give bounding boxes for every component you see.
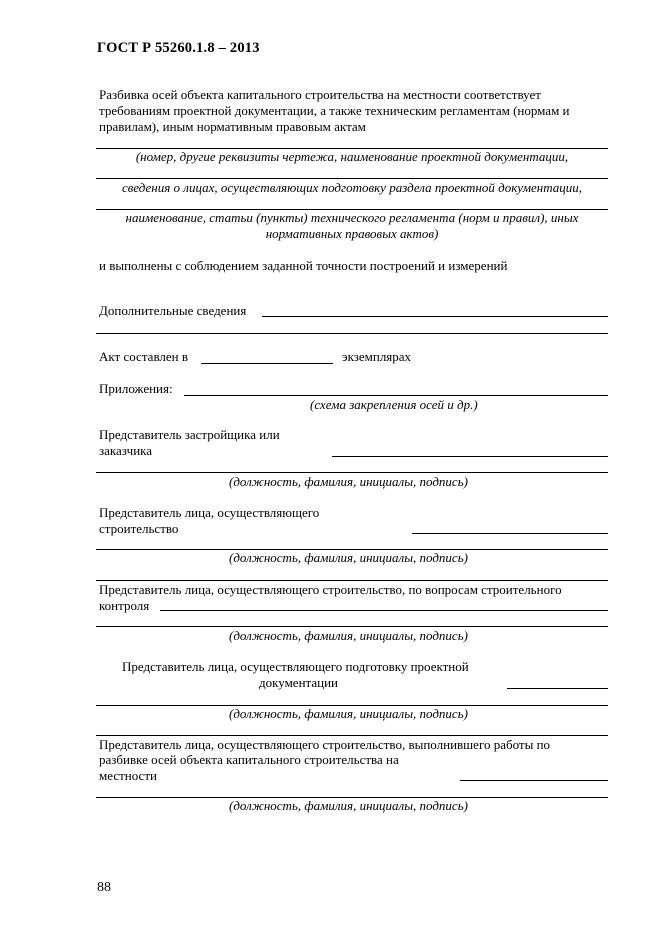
construction-control-rep-line-1: Представитель лица, осуществляющего строительство, по вопросам строительного: [99, 582, 562, 597]
attachments-caption: (схема закрепления осей и др.): [310, 397, 478, 412]
axis-layout-rep-line-3: местности: [99, 768, 157, 783]
document-header: ГОСТ Р 55260.1.8 – 2013: [97, 40, 260, 56]
page-number: 88: [97, 880, 111, 895]
copies-suffix: экземплярах: [342, 349, 412, 364]
copies-prefix: Акт составлен в: [99, 349, 189, 364]
regulation-caption-1: наименование, статьи (пункты) технического регламента (норм и правил), иных: [125, 210, 579, 225]
builder-rep-field[interactable]: [412, 533, 608, 534]
developer-rep-line-1: Представитель застройщика или: [99, 427, 280, 442]
additional-info-label: Дополнительные сведения: [99, 303, 247, 318]
regulation-caption-2: нормативных правовых актов): [265, 226, 439, 241]
designer-rep-line-1: Представитель лица, осуществляющего подготовку проектной: [122, 659, 469, 674]
developer-signature-caption: (должность, фамилия, инициалы, подпись): [229, 474, 468, 489]
axis-layout-rep-line-2: разбивке осей объекта капитального строительства на: [99, 752, 399, 767]
axis-layout-rep-line-1: Представитель лица, осуществляющего строительство, выполнившего работы по: [99, 737, 551, 752]
designer-signature-caption: (должность, фамилия, инициалы, подпись): [229, 706, 468, 721]
builder-rep-line-2: строительство: [99, 521, 179, 536]
builder-signature-caption: (должность, фамилия, инициалы, подпись): [229, 550, 468, 565]
builder-rep-line-1: Представитель лица, осуществляющего: [99, 505, 320, 520]
developer-rep-field[interactable]: [332, 456, 608, 457]
copies-count-field[interactable]: [201, 363, 333, 364]
axis-layout-rep-field[interactable]: [460, 780, 608, 781]
construction-control-signature-caption: (должность, фамилия, инициалы, подпись): [229, 628, 468, 643]
construction-control-rep-field[interactable]: [160, 610, 608, 611]
designer-rep-field[interactable]: [507, 688, 608, 689]
developer-rep-line-2: заказчика: [99, 443, 153, 458]
axis-layout-signature-caption: (должность, фамилия, инициалы, подпись): [229, 798, 468, 813]
attachments-label: Приложения:: [99, 381, 173, 396]
intro-line-3: правилам), иным нормативным правовым актам: [99, 119, 366, 134]
designer-rep-line-2: документации: [259, 675, 339, 690]
intro-line-1: Разбивка осей объекта капитального строительства на местности соответствует: [99, 87, 541, 102]
additional-info-field-2[interactable]: [96, 333, 608, 334]
designer-info-caption: сведения о лицах, осуществляющих подготовку раздела проектной документации,: [121, 180, 583, 195]
construction-control-rep-line-2: контроля: [99, 598, 150, 613]
project-doc-caption: (номер, другие реквизиты чертежа, наименование проектной документации,: [135, 149, 569, 164]
intro-line-2: требованиям проектной документации, а также техническим регламентам (нормам и: [99, 103, 570, 118]
additional-info-field[interactable]: [262, 316, 608, 317]
accuracy-text: и выполнены с соблюдением заданной точности построений и измерений: [99, 258, 508, 273]
